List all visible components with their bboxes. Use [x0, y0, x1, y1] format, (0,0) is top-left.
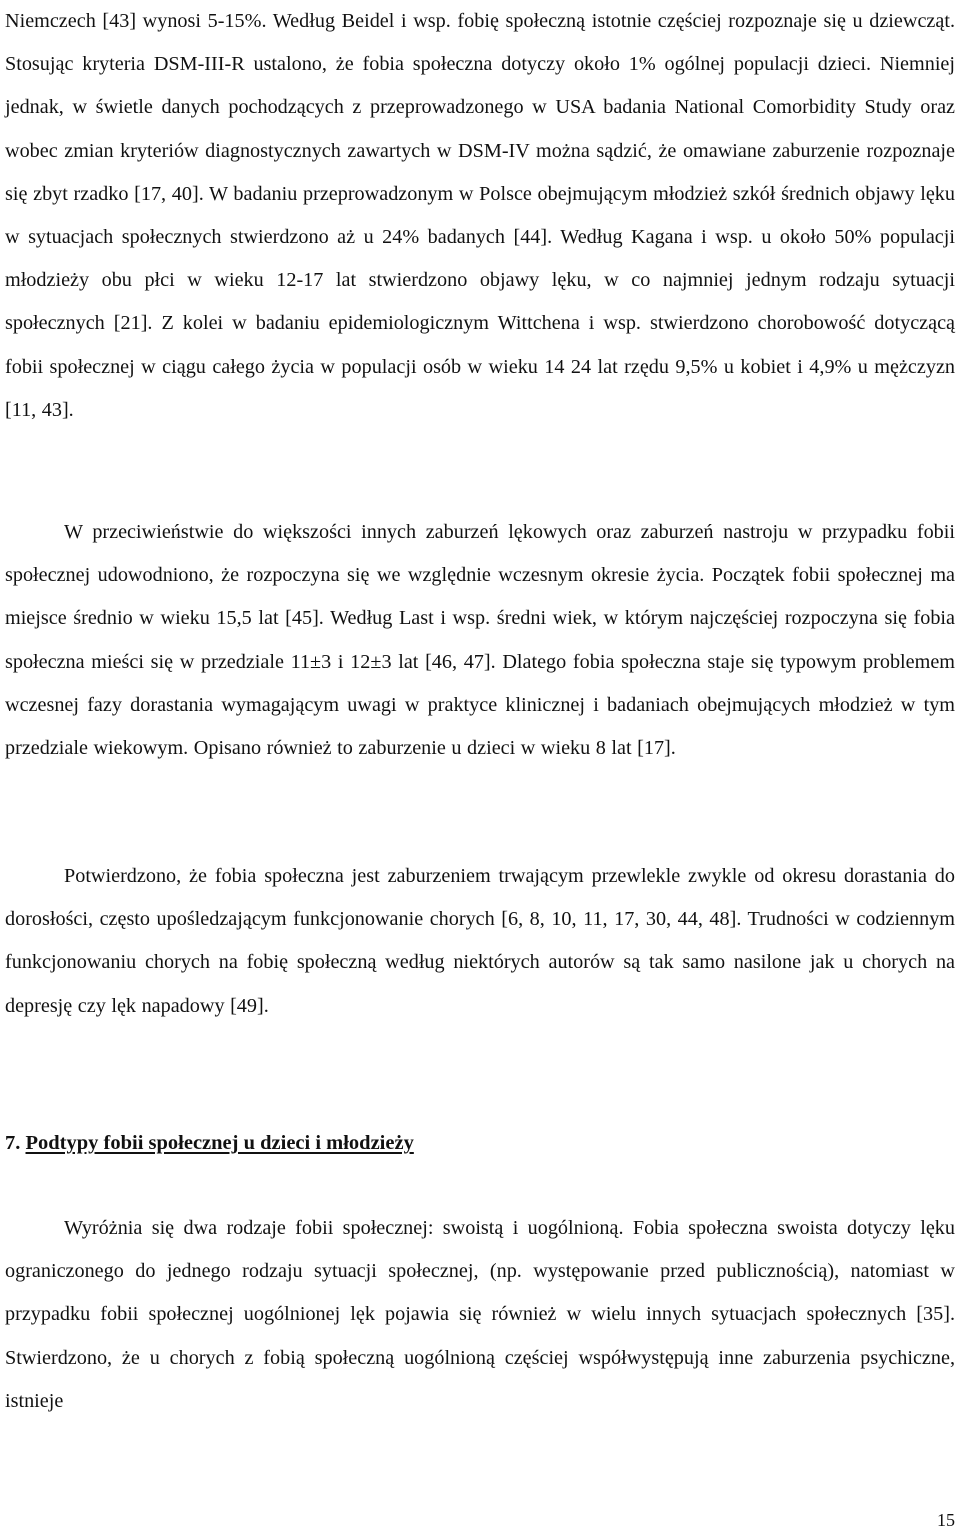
paragraph-chronic-course: Potwierdzono, że fobia społeczna jest zaburzeniem trwającym przewlekle zwykle od okresu dorastania do dorosłości, często upośledzającym funkcjonowanie chorych [6, 8, 10, 11, 17, 30, 44, 48]. Trudności w codziennym funkcjonowaniu chorych na fobię społeczną według niektórych autorów są tak samo nasilone jak u chorych na depresję czy lęk napadowy [49].	[5, 865, 955, 1017]
paragraph-prevalence: Niemczech [43] wynosi 5-15%. Według Beidel i wsp. fobię społeczną istotnie częściej rozpoznaje się u dziewcząt. Stosując kryteria DSM-III-R ustalono, że fobia społeczna dotyczy około 1% ogólnej populacji dzieci. Niemniej jednak, w świetle danych pochodzących z przeprowadzonego w USA badania National Comorbidity Study oraz wobec zmian kryteriów diagnostycznych zawartych w DSM-IV można sądzić, że omawiane zaburzenie rozpoznaje się zbyt rzadko [17, 40]. W badaniu przeprowadzonym w Polsce obejmującym młodzież szkół średnich objawy lęku w sytuacjach społecznych stwierdzono aż u 24% badanych [44]. Według Kagana i wsp. u około 50% populacji młodzieży obu płci w wieku 12-17 lat stwierdzono objawy lęku, w co najmniej jednym rodzaju sytuacji społecznych [21]. Z kolei w badaniu epidemiologicznym Wittchena i wsp. stwierdzono chorobowość dotyczącą fobii społecznej w ciągu całego życia w populacji osób w wieku 14 24 lat rzędu 9,5% u kobiet i 4,9% u mężczyzn [11, 43].	[5, 10, 955, 421]
section-number: 7.	[5, 1132, 21, 1154]
paragraph-subtypes: Wyróżnia się dwa rodzaje fobii społecznej: swoistą i uogólnioną. Fobia społeczna swoista dotyczy lęku ograniczonego do jednego rodzaju sytuacji społecznej, (np. występowanie przed publicznością), natomiast w przypadku fobii społecznej uogólnionej lęk pojawia się również w wielu innych sytuacjach społecznych [35]. Stwierdzono, że u chorych z fobią społeczną uogólnioną częściej współwystępują inne zaburzenia psychiczne, istnieje	[5, 1217, 955, 1412]
page-number: 15	[937, 1510, 955, 1530]
section-heading	[5, 1122, 414, 1165]
section-title: Podtypy fobii społecznej u dzieci i młodzieży	[25, 1132, 414, 1154]
paragraph-onset-age: W przeciwieństwie do większości innych zaburzeń lękowych oraz zaburzeń nastroju w przypadku fobii społecznej udowodniono, że rozpoczyna się we względnie wczesnym okresie życia. Początek fobii społecznej ma miejsce średnio w wieku 15,5 lat [45]. Według Last i wsp. średni wiek, w którym najczęściej rozpoczyna się fobia społeczna mieści się w przedziale 11±3 i 12±3 lat [46, 47]. Dlatego fobia społeczna staje się typowym problemem wczesnej fazy dorastania wymagającym uwagi w praktyce klinicznej i badaniach obejmujących młodzież w tym przedziale wiekowym. Opisano również to zaburzenie u dzieci w wieku 8 lat [17].	[5, 521, 955, 760]
